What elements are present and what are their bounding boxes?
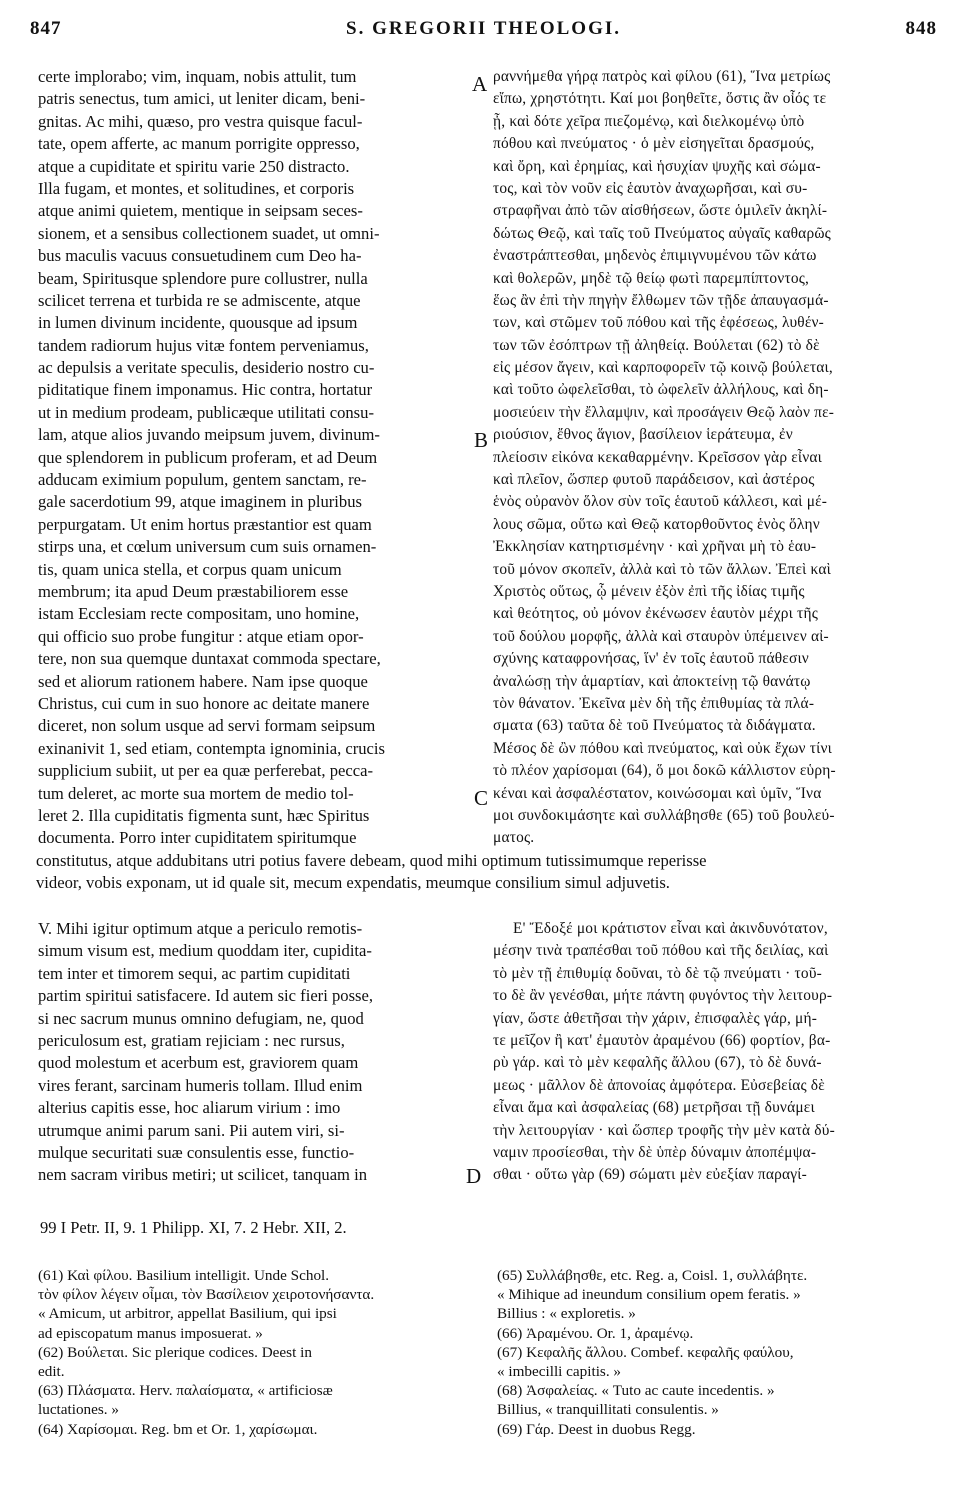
latin-column: [38, 66, 468, 850]
text-line: σθαι · οὕτω γὰρ (69) σώματι μὲν εὐεξίαν παραγί-: [493, 1166, 807, 1184]
text-line: atque a cupiditate et spiritu varie 250 distracto.: [38, 156, 350, 176]
text-line: tum deleret, ac morte sua mortem de medio tol-: [38, 783, 354, 803]
footnote-line: « imbecilli capitis. »: [497, 1362, 622, 1380]
text-line: periculosum est, gratiam rejiciam : nec rursus,: [38, 1030, 345, 1050]
footnote-line: « Mihique ad ineundum consilium opem feratis. »: [497, 1286, 801, 1304]
text-line: membrum; ita apud Deum præstabiliorem esse: [38, 581, 349, 601]
text-line: δώτως Θεῷ, καὶ ταῖς τοῦ Πνεύματος αὐγαῖς καθαρῶς: [493, 224, 831, 242]
text-line: gale sacerdotium 99, atque imaginem in pluribus: [38, 492, 362, 512]
text-line: μοσιεύειν τὴν ἔλλαμψιν, καὶ προσάγειν Θεῷ λαὸν πε-: [493, 403, 835, 421]
text-line: piditatique finem imponamus. Hic contra, hortatur: [38, 380, 373, 400]
text-line: πόθου καὶ πνεύματος · ὁ μὲν εἰσηγεῖται δρασμούς,: [493, 135, 815, 153]
text-line: καὶ θολερῶν, μηδὲ τῷ θείῳ φωτὶ παρεμπίπτοντος,: [493, 269, 810, 287]
text-line: ᾖ, καὶ δότε χεῖρα πιεζομένῳ, καὶ διελκομένῳ ὑπὸ: [493, 112, 805, 130]
text-line: ραννήμεθα γήρᾳ πατρὸς καὶ φίλου (61), Ἵνα μετρίως: [493, 68, 831, 85]
text-line: scilicet terrena et turbida re se admiscente, atque: [38, 290, 361, 310]
text-line: tate, opem afferte, ac manum porrigite oppresso,: [38, 134, 360, 154]
footnote-line: luctationes. »: [38, 1401, 119, 1419]
margin-marker-c: C: [474, 786, 489, 810]
text-line: εἶναι ἅμα καὶ ἀσφαλείας (68) μετρῆσαι τῇ δυνάμει: [493, 1099, 815, 1117]
text-line: πλείοσιν εἰκόνα κεκαθαρμένην. Κρεῖσσον γὰρ εἶναι: [493, 448, 823, 466]
text-line: Christus, cui cum in suo honore ac deitate manere: [38, 693, 370, 713]
text-line: videor, vobis exponam, ut id quale sit, mecum expendatis, meumque consilium simul adjuvetis.: [36, 873, 670, 893]
page-number-right: 848: [905, 18, 937, 39]
text-line: ἑνὸς οὐρανὸν ὅλον σὺν τοῖς ἑαυτοῦ κάλλεσι, καὶ μέ-: [493, 493, 828, 511]
text-line: μεως · μᾶλλον δὲ ἀπονοίας ἀμφότερα. Εὐσεβείας δὲ: [493, 1076, 825, 1094]
text-line: καὶ πλεῖον, ὥσπερ φυτοῦ παράδεισον, καὶ ἀστέρος: [493, 471, 815, 489]
scripture-references: 99 I Petr. II, 9. 1 Philipp. XI, 7. 2 Hebr. XII, 2.: [40, 1218, 347, 1237]
text-line: alterius capitis esse, hoc aliarum virium : imo: [38, 1098, 341, 1118]
text-line: adducam eximium populum, gentem sanctam, re-: [38, 470, 367, 490]
text-line: nem sacram viribus metiri; ut scilicet, tanquam in: [38, 1165, 368, 1185]
footnote-line: « Amicum, ut arbitror, appellat Basilium, qui ipsi: [38, 1305, 337, 1323]
greek-column: [493, 66, 933, 850]
text-line: tis, quam unica stella, et corpus quam unicum: [38, 559, 342, 579]
text-line: atque animi quietem, mentique in seipsam seces-: [38, 201, 363, 221]
text-line: tandem radiorum hujus vitæ fontem perveniamus,: [38, 335, 369, 355]
text-line: τοῦ μόνον σκοπεῖν, ἀλλὰ καὶ τὸ τῶν ἄλλων. Ἐπεὶ καὶ: [493, 560, 831, 578]
footnote-line: ad episcopatum manus imposuerat. »: [38, 1324, 263, 1342]
text-line: certe implorabo; vim, inquam, nobis attulit, tum: [38, 67, 357, 86]
text-line: τὸ πλέον χαρίσομαι (64), ὅ μοι δοκῶ κάλλιστον εὑρη-: [493, 762, 836, 780]
text-line: τὸν θάνατον. Ἐκεῖνα μὲν δὴ τῆς ἐπιθυμίας τὰ πλά-: [493, 694, 815, 712]
text-line: tem inter et timorem sequi, ac partim cupiditati: [38, 963, 351, 983]
text-line: ριούσιον, ἔθνος ἅγιον, βασίλειον ἱεράτευμα, ἐν: [493, 426, 793, 444]
text-line: μοι συνδοκιμάσητε καὶ συλλάβησθε (65) τοῦ βουλεύ-: [493, 806, 835, 824]
text-line: que splendorem in publicum proferam, et ad Deum: [38, 447, 378, 467]
text-line: ac depulsis a veritate speculis, desiderio nostro cu-: [38, 358, 375, 378]
footnote-line: (68) Ἀσφαλείας. « Tuto ac caute incedentis. »: [497, 1382, 775, 1400]
text-line: quod molestum et acerbum est, graviorem quam: [38, 1053, 359, 1073]
greek-column-section-e: [493, 918, 933, 1187]
footnote-line: (69) Γάρ. Deest in duobus Regg.: [497, 1420, 696, 1438]
text-line: ρὺ γάρ. καὶ τὸ μὲν κεφαλῆς ἄλλου (67), τὸ δὲ δυνά-: [493, 1054, 822, 1072]
text-line: V. Mihi igitur optimum atque a periculo remotis-: [38, 919, 363, 938]
margin-marker-b: B: [474, 428, 489, 452]
text-line: leret 2. Illa cupiditatis figmenta sunt, hæc Spiritus: [38, 805, 370, 825]
text-line: καὶ τοῦτο ὠφελεῖσθαι, τὸ ὠφελεῖν ἀλλήλους, καὶ δη-: [493, 381, 829, 399]
text-line: perpurgatam. Ut enim hortus præstantior est quam: [38, 514, 372, 534]
text-line: sionem, et a sensibus collectionem suadet, ut omni-: [38, 223, 380, 243]
text-line: diceret, non solum usque ad servi formam seipsum: [38, 716, 376, 736]
text-line: ματος.: [493, 829, 535, 847]
page-header: [30, 18, 937, 48]
text-line: τὴν λειτουργίαν · καὶ ὥσπερ τροφῆς τὴν μὲν κατὰ δύ-: [493, 1121, 835, 1139]
text-line: bus maculis vacuus consuetudinem cum Deo ha-: [38, 246, 362, 266]
footnote-line: (64) Χαρίσομαι. Reg. bm et Or. 1, χαρίσωμαι.: [38, 1420, 318, 1438]
text-line: λους σῶμα, οὕτω καὶ Θεῷ κατορθοῦντος ἑνὸς ὅλην: [493, 515, 820, 533]
text-line: ἀναλώσῃ τὴν ἁμαρτίαν, καὶ ἀποκτείνῃ τῷ θανάτῳ: [493, 672, 811, 690]
text-line: ἐναστράπτεσθαι, μηδενὸς ἐπιμιγνυμένου τῶν κάτω: [493, 247, 817, 265]
footnote-line: (62) Βούλεται. Sic plerique codices. Deest in: [38, 1343, 312, 1361]
text-line: ut in medium prodeam, publicæque utilitati consu-: [38, 402, 374, 422]
text-line: Μέσος δὲ ὢν πόθου καὶ πνεύματος, καὶ οὐκ ἔχων τίνι: [493, 739, 832, 757]
text-line: Ἐκκλησίαν κατηρτισμένην · καὶ χρῆναι μὴ τὸ ἑαυ-: [493, 538, 817, 556]
text-line: των τῶν ἐσόπτρων τῇ ἀληθείᾳ. Βούλεται (62) τὸ δὲ: [493, 336, 820, 354]
text-line: το δὲ ἂν γενέσθαι, μήτε πάντη φυγόντος τὴν λειτουρ-: [493, 987, 833, 1005]
text-line: simum visum est, medium quoddam iter, cupidita-: [38, 941, 372, 961]
footnote-line: τὸν φίλον λέγειν οἶμαι, τὸν Βασίλειον χειροτονήσαντα.: [38, 1286, 375, 1304]
full-width-paragraph: [36, 850, 936, 895]
text-line: τος, καὶ τὸν νοῦν εἰς ἑαυτὸν ἀναχωρῆσαι, καὶ συ-: [493, 179, 808, 197]
text-line: si nec sacrum munus omnino defugiam, ne, quod: [38, 1008, 364, 1028]
footnotes-right: [497, 1266, 937, 1439]
text-line: tere, non sua quemque duntaxat commoda spectare,: [38, 649, 381, 669]
text-line: supplicium subiit, ut per ea quæ perferebat, pecca-: [38, 761, 373, 781]
footnote-line: Billius : « exploretis. »: [497, 1305, 636, 1323]
footnote-line: (67) Κεφαλῆς ἄλλου. Combef. κεφαλῆς φαύλου,: [497, 1343, 794, 1361]
text-line: partim spiritui satisfacere. Id autem sic fieri posse,: [38, 986, 373, 1006]
margin-marker-a: A: [472, 72, 488, 96]
text-line: beam, Spiritusque splendore pure collustrer, nulla: [38, 268, 368, 288]
text-line: mulque securitati suæ consulentis esse, functio-: [38, 1142, 355, 1162]
text-line: stirps una, et cœlum universum cum suis ornamen-: [38, 537, 377, 557]
text-line: patris senectus, tum amici, ut leniter dicam, beni-: [38, 89, 366, 109]
text-line: σματα (63) ταῦτα δὲ τοῦ Πνεύματος τὰ διδάγματα.: [493, 717, 816, 735]
footnote-line: Billius, « tranquillitati consulentis. »: [497, 1401, 719, 1419]
text-line: τε μεῖζον ἢ κατ' ἐμαυτὸν ἀραμένου (66) φορτίον, βα-: [493, 1031, 831, 1049]
text-line: qui officio suo probe fungitur : atque etiam opor-: [38, 626, 364, 646]
text-line: gnitas. Ac mihi, quæso, pro vestra quisque facul-: [38, 111, 363, 131]
text-line: στραφῆναι ἀπὸ τῶν αἰσθήσεων, ὥστε ὁμιλεῖν ἀκηλί-: [493, 202, 828, 220]
latin-column-section-v: [38, 918, 468, 1187]
page-number-left: 847: [30, 18, 62, 39]
text-line: istam Ecclesiam recte compositam, uno homine,: [38, 604, 360, 624]
text-line: των, καὶ στῶμεν τοῦ πόθου καὶ τῆς ἐφέσεως, λυθέν-: [493, 314, 824, 332]
text-line: Χριστὸς οὕτως, ᾧ μένειν ἐξὸν ἐπὶ τῆς ἰδίας τιμῆς: [493, 582, 805, 600]
text-line: documenta. Porro inter cupiditatem spiritumque: [38, 828, 357, 848]
text-line: exinanivit 1, sed etiam, contempta ignominia, crucis: [38, 738, 385, 758]
text-line: utrumque animi parum sani. Pii autem viri, si-: [38, 1120, 345, 1140]
text-line: καὶ θεότητος, οὐ μόνον ἐκένωσεν ἑαυτὸν μέχρι τῆς: [493, 605, 818, 623]
footnotes-left: [38, 1266, 468, 1439]
text-line: lam, atque alios juvando meipsum juvem, divinum-: [38, 425, 380, 445]
footnote-line: (66) Ἀραμένου. Or. 1, ἀραμένῳ.: [497, 1324, 694, 1342]
text-line: Illa fugam, et montes, et solitudines, et corporis: [38, 178, 355, 198]
text-line: καὶ ὄρη, καὶ ἐρημίας, καὶ ἡσυχίαν ψυχῆς καὶ σώμα-: [493, 157, 821, 175]
text-line: constitutus, atque addubitans utri potius favere debeam, quod mihi optimum tutissimumque reperisse: [36, 851, 707, 870]
text-line: ἕως ἂν ἐπὶ τὴν πηγὴν ἔλθωμεν τῶν τῇδε ἀπαυγασμά-: [493, 291, 829, 309]
text-line: μέσην τινὰ τραπέσθαι τοῦ πόθου καὶ τῆς δειλίας, καὶ: [493, 942, 829, 960]
text-line: Ε' Ἔδοξέ μοι κράτιστον εἶναι καὶ ἀκινδυνότατον,: [513, 920, 828, 937]
text-line: vires ferant, sarcinam humeris tollam. Illud enim: [38, 1075, 363, 1095]
text-line: ναμιν προσίεσθαι, τὴν δὲ ὑπὲρ δύναμιν ἀποπέμψα-: [493, 1143, 817, 1161]
running-title: S. GREGORII THEOLOGI.: [346, 18, 621, 39]
text-line: εἴπω, χρηστότητι. Καί μοι βοηθεῖτε, ὅστις ἂν οἷός τε: [493, 90, 827, 108]
text-line: σχύνης καταφρονήσας, ἵν' ἐν τοῖς ἑαυτοῦ πάθεσιν: [493, 650, 809, 668]
margin-marker-d: D: [466, 1164, 482, 1188]
text-line: κέναι καὶ ἀσφαλέστατον, κοινώσομαι καὶ ὑμῖν, Ἵνα: [493, 784, 822, 802]
footnote-line: (65) Συλλάβησθε, etc. Reg. a, Coisl. 1, συλλάβητε.: [497, 1267, 808, 1284]
text-line: γίαν, ὥστε ἀθετῆσαι τὴν χάριν, ἐπισφαλὲς γάρ, μή-: [493, 1009, 818, 1027]
footnote-line: edit.: [38, 1362, 65, 1380]
text-line: τὸ μὲν τῇ ἐπιθυμίᾳ δοῦναι, τὸ δὲ τῷ πνεύματι · τοῦ-: [493, 964, 822, 982]
footnote-line: (61) Καὶ φίλου. Basilium intelligit. Unde Schol.: [38, 1267, 330, 1284]
text-line: sed et aliorum rationem habere. Nam ipse quoque: [38, 671, 368, 691]
footnote-line: (63) Πλάσματα. Herv. παλαίσματα, « artificiosæ: [38, 1382, 333, 1400]
text-line: in lumen divinum incidente, quousque ad ipsum: [38, 313, 358, 333]
text-line: τοῦ δούλου μορφῆς, ἀλλὰ καὶ σταυρὸν ὑπέμεινεν αἰ-: [493, 627, 829, 645]
text-line: εἰς μέσον ἄγειν, καὶ καρποφορεῖν τῷ κοινῷ βούλεται,: [493, 359, 833, 377]
